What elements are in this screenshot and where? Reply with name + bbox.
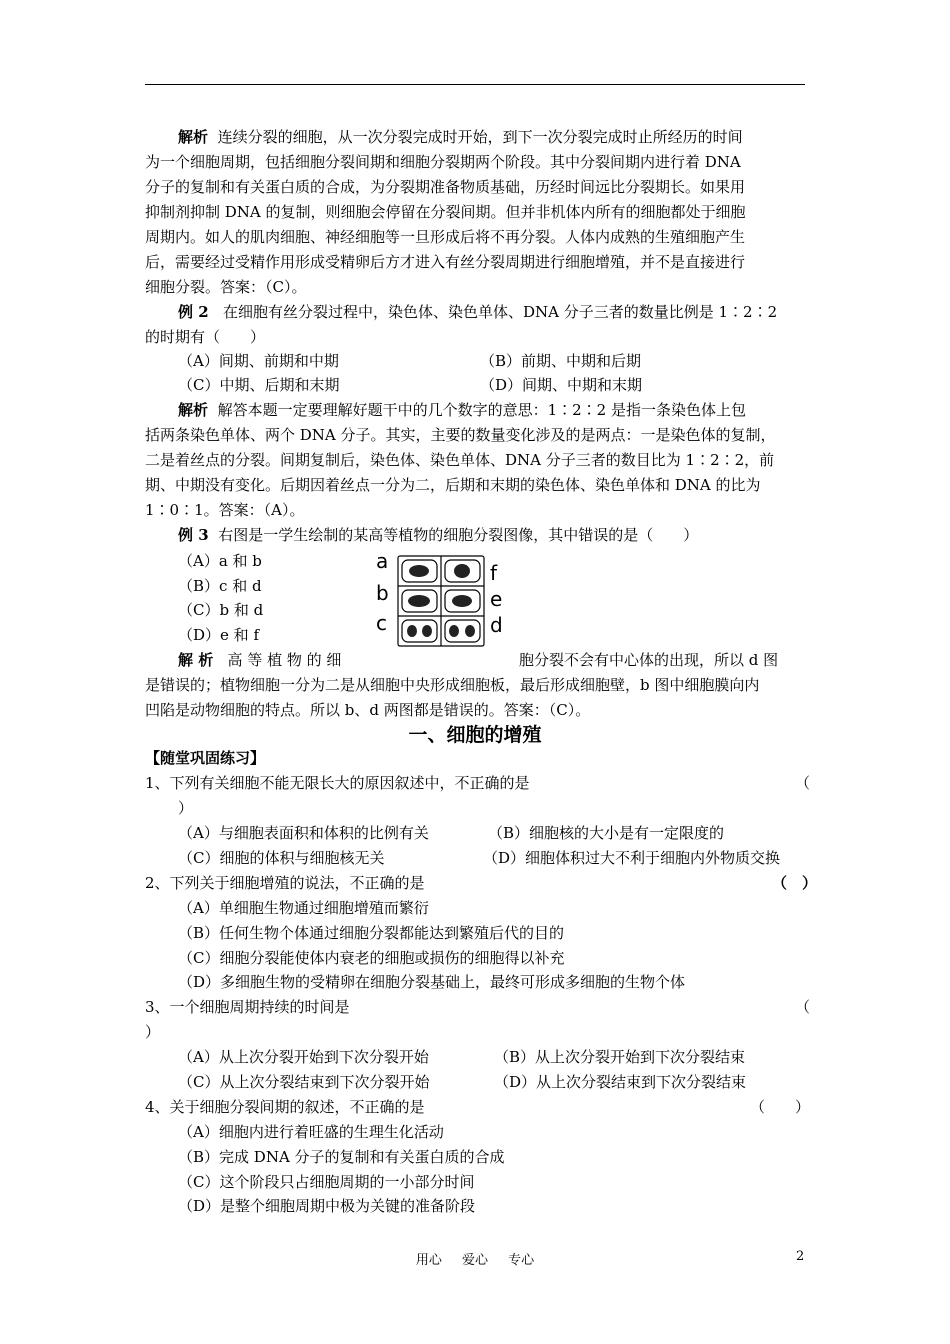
example3-option-d: （D）e 和 f bbox=[178, 626, 259, 644]
analysis-line-7: 细胞分裂。答案：（C）。 bbox=[145, 278, 307, 296]
example2-question: 例 2 在细胞有丝分裂过程中，染色体、染色单体、DNA 分子三者的数量比例是 1∶2∶2 bbox=[178, 303, 778, 321]
example3-analysis-3: 凹陷是动物细胞的特点。所以 b、d 两图都是错误的。答案：（C）。 bbox=[145, 701, 591, 719]
example2-analysis-4: 期、中期没有变化。后期因着丝点一分为二，后期和末期的染色体、染色单体和 DNA 的比为 bbox=[145, 476, 761, 494]
question-3-option-a: （A）从上次分裂开始到下次分裂开始 bbox=[178, 1048, 429, 1066]
page-footer bbox=[0, 1249, 950, 1268]
footer-word-2: 爱心 bbox=[461, 1253, 488, 1268]
example3-question: 例 3 右图是一学生绘制的某高等植物的细胞分裂图像，其中错误的是（ ） bbox=[178, 526, 699, 544]
chromosome-cluster bbox=[465, 625, 475, 637]
question-1-paren-open: （ bbox=[795, 774, 811, 792]
example3-label: 例 3 bbox=[178, 526, 209, 544]
example2-analysis-label: 解析 bbox=[178, 401, 209, 419]
figure-label-f: f bbox=[490, 561, 498, 585]
question-4-stem: 4、关于细胞分裂间期的叙述，不正确的是 bbox=[145, 1098, 425, 1116]
cell-division-figure bbox=[374, 550, 508, 652]
question-1-stem: 1、下列有关细胞不能无限长大的原因叙述中，不正确的是 bbox=[145, 774, 530, 792]
question-3-paren-close: ） bbox=[145, 1023, 161, 1041]
example2-label: 例 2 bbox=[178, 303, 209, 321]
chromosome-cluster bbox=[449, 625, 459, 637]
figure-label-c: c bbox=[376, 611, 387, 635]
chromosome-cluster bbox=[454, 564, 470, 578]
example2-option-d: （D）间期、中期和末期 bbox=[480, 376, 643, 394]
question-3-option-c: （C）从上次分裂结束到下次分裂开始 bbox=[178, 1073, 430, 1091]
question-2-option-d: （D）多细胞生物的受精卵在细胞分裂基础上，最终可形成多细胞的生物个体 bbox=[178, 973, 686, 991]
question-2-stem: 2、下列关于细胞增殖的说法，不正确的是 bbox=[145, 874, 425, 892]
example2-option-b: （B）前期、中期和后期 bbox=[480, 352, 642, 370]
analysis-line-2: 为一个细胞周期，包括细胞分裂间期和细胞分裂期两个阶段。其中分裂间期内进行着 DNA bbox=[145, 153, 741, 171]
question-2-option-c: （C）细胞分裂能使体内衰老的细胞或损伤的细胞得以补充 bbox=[178, 949, 565, 967]
example3-option-b: （B）c 和 d bbox=[178, 577, 262, 595]
analysis-line-1: 解析 连续分裂的细胞，从一次分裂完成时开始，到下一次分裂完成时止所经历的时间 bbox=[178, 128, 743, 146]
example3-option-c: （C）b 和 d bbox=[178, 601, 264, 619]
header-rule bbox=[145, 84, 805, 85]
example3-analysis-label: 解 析 bbox=[178, 651, 214, 669]
question-1-option-a: （A）与细胞表面积和体积的比例有关 bbox=[178, 824, 429, 842]
question-4-option-b: （B）完成 DNA 分子的复制和有关蛋白质的合成 bbox=[178, 1148, 505, 1166]
chromosome-cluster bbox=[422, 625, 432, 637]
analysis-line-3: 分子的复制和有关蛋白质的合成，为分裂期准备物质基础，历经时间远比分裂期长。如果用 bbox=[145, 178, 746, 196]
question-3-option-d: （D）从上次分裂结束到下次分裂结束 bbox=[494, 1073, 747, 1091]
question-3-option-b: （B）从上次分裂开始到下次分裂结束 bbox=[494, 1048, 746, 1066]
example2-analysis-5: 1∶0∶1。答案：（A）。 bbox=[145, 501, 305, 519]
analysis-label: 解析 bbox=[178, 128, 209, 146]
analysis-line-6: 后，需要经过受精作用形成受精卵后方才进入有丝分裂周期进行细胞增殖，并不是直接进行 bbox=[145, 253, 746, 271]
example2-analysis-3: 二是着丝点的分裂。间期复制后，染色体、染色单体、DNA 分子三者的数目比为 1∶2∶2，前 bbox=[145, 451, 775, 469]
question-2-option-b: （B）任何生物个体通过细胞分裂都能达到繁殖后代的目的 bbox=[178, 924, 565, 942]
footer-word-3: 专心 bbox=[508, 1253, 535, 1268]
chromosome-cluster bbox=[407, 625, 417, 637]
example2-question-cont: 的时期有（ ） bbox=[145, 328, 266, 346]
question-4-paren: （ ） bbox=[750, 1098, 811, 1116]
question-1-option-b: （B）细胞核的大小是有一定限度的 bbox=[488, 824, 725, 842]
question-1-option-d: （D）细胞体积过大不利于细胞内外物质交换 bbox=[483, 849, 781, 867]
example3-option-a: （A）a 和 b bbox=[178, 552, 262, 570]
figure-label-d: d bbox=[490, 613, 503, 637]
example3-analysis-1: 解 析 高 等 植 物 的 细 bbox=[178, 651, 342, 669]
question-3-paren-open: （ bbox=[795, 998, 811, 1016]
question-2-paren: （ ） bbox=[772, 874, 818, 892]
figure-label-e: e bbox=[490, 587, 503, 611]
analysis-line-5: 周期内。如人的肌肉细胞、神经细胞等一旦形成后将不再分裂。人体内成熟的生殖细胞产生 bbox=[145, 228, 746, 246]
chromosome-cluster bbox=[452, 595, 472, 607]
example3-analysis-2: 是错误的；植物细胞一分为二是从细胞中央形成细胞板，最后形成细胞壁，b 图中细胞膜向内 bbox=[145, 676, 760, 694]
figure-label-a: a bbox=[376, 550, 389, 573]
example2-option-c: （C）中期、后期和末期 bbox=[178, 376, 340, 394]
question-4-option-a: （A）细胞内进行着旺盛的生理生化活动 bbox=[178, 1123, 444, 1141]
footer-word-1: 用心 bbox=[415, 1253, 442, 1268]
example2-option-a: （A）间期、前期和中期 bbox=[178, 352, 339, 370]
question-1-paren-close: ） bbox=[178, 799, 194, 817]
example2-analysis-1: 解析 解答本题一定要理解好题干中的几个数字的意思：1∶2∶2 是指一条染色体上包 bbox=[178, 401, 746, 419]
analysis-line-4: 抑制剂抑制 DNA 的复制，则细胞会停留在分裂间期。但并非机体内所有的细胞都处于细胞 bbox=[145, 203, 746, 221]
example2-analysis-2: 括两条染色单体、两个 DNA 分子。其实，主要的数量变化涉及的是两点：一是染色体的复制， bbox=[145, 426, 776, 444]
question-4-option-d: （D）是整个细胞周期中极为关键的准备阶段 bbox=[178, 1197, 476, 1215]
section-title: 一、细胞的增殖 bbox=[408, 724, 542, 746]
page-number: 2 bbox=[796, 1249, 805, 1264]
figure-label-b: b bbox=[376, 581, 389, 605]
question-2-option-a: （A）单细胞生物通过细胞增殖而繁衍 bbox=[178, 899, 429, 917]
question-3-stem: 3、一个细胞周期持续的时间是 bbox=[145, 998, 350, 1016]
example3-analysis-1-cont: 胞分裂不会有中心体的出现，所以 d 图 bbox=[519, 651, 779, 669]
question-1-option-c: （C）细胞的体积与细胞核无关 bbox=[178, 849, 385, 867]
chromosome-cluster bbox=[408, 595, 430, 607]
practice-title: 【随堂巩固练习】 bbox=[145, 749, 266, 767]
chromosome-cluster bbox=[409, 565, 429, 577]
question-4-option-c: （C）这个阶段只占细胞周期的一小部分时间 bbox=[178, 1173, 475, 1191]
